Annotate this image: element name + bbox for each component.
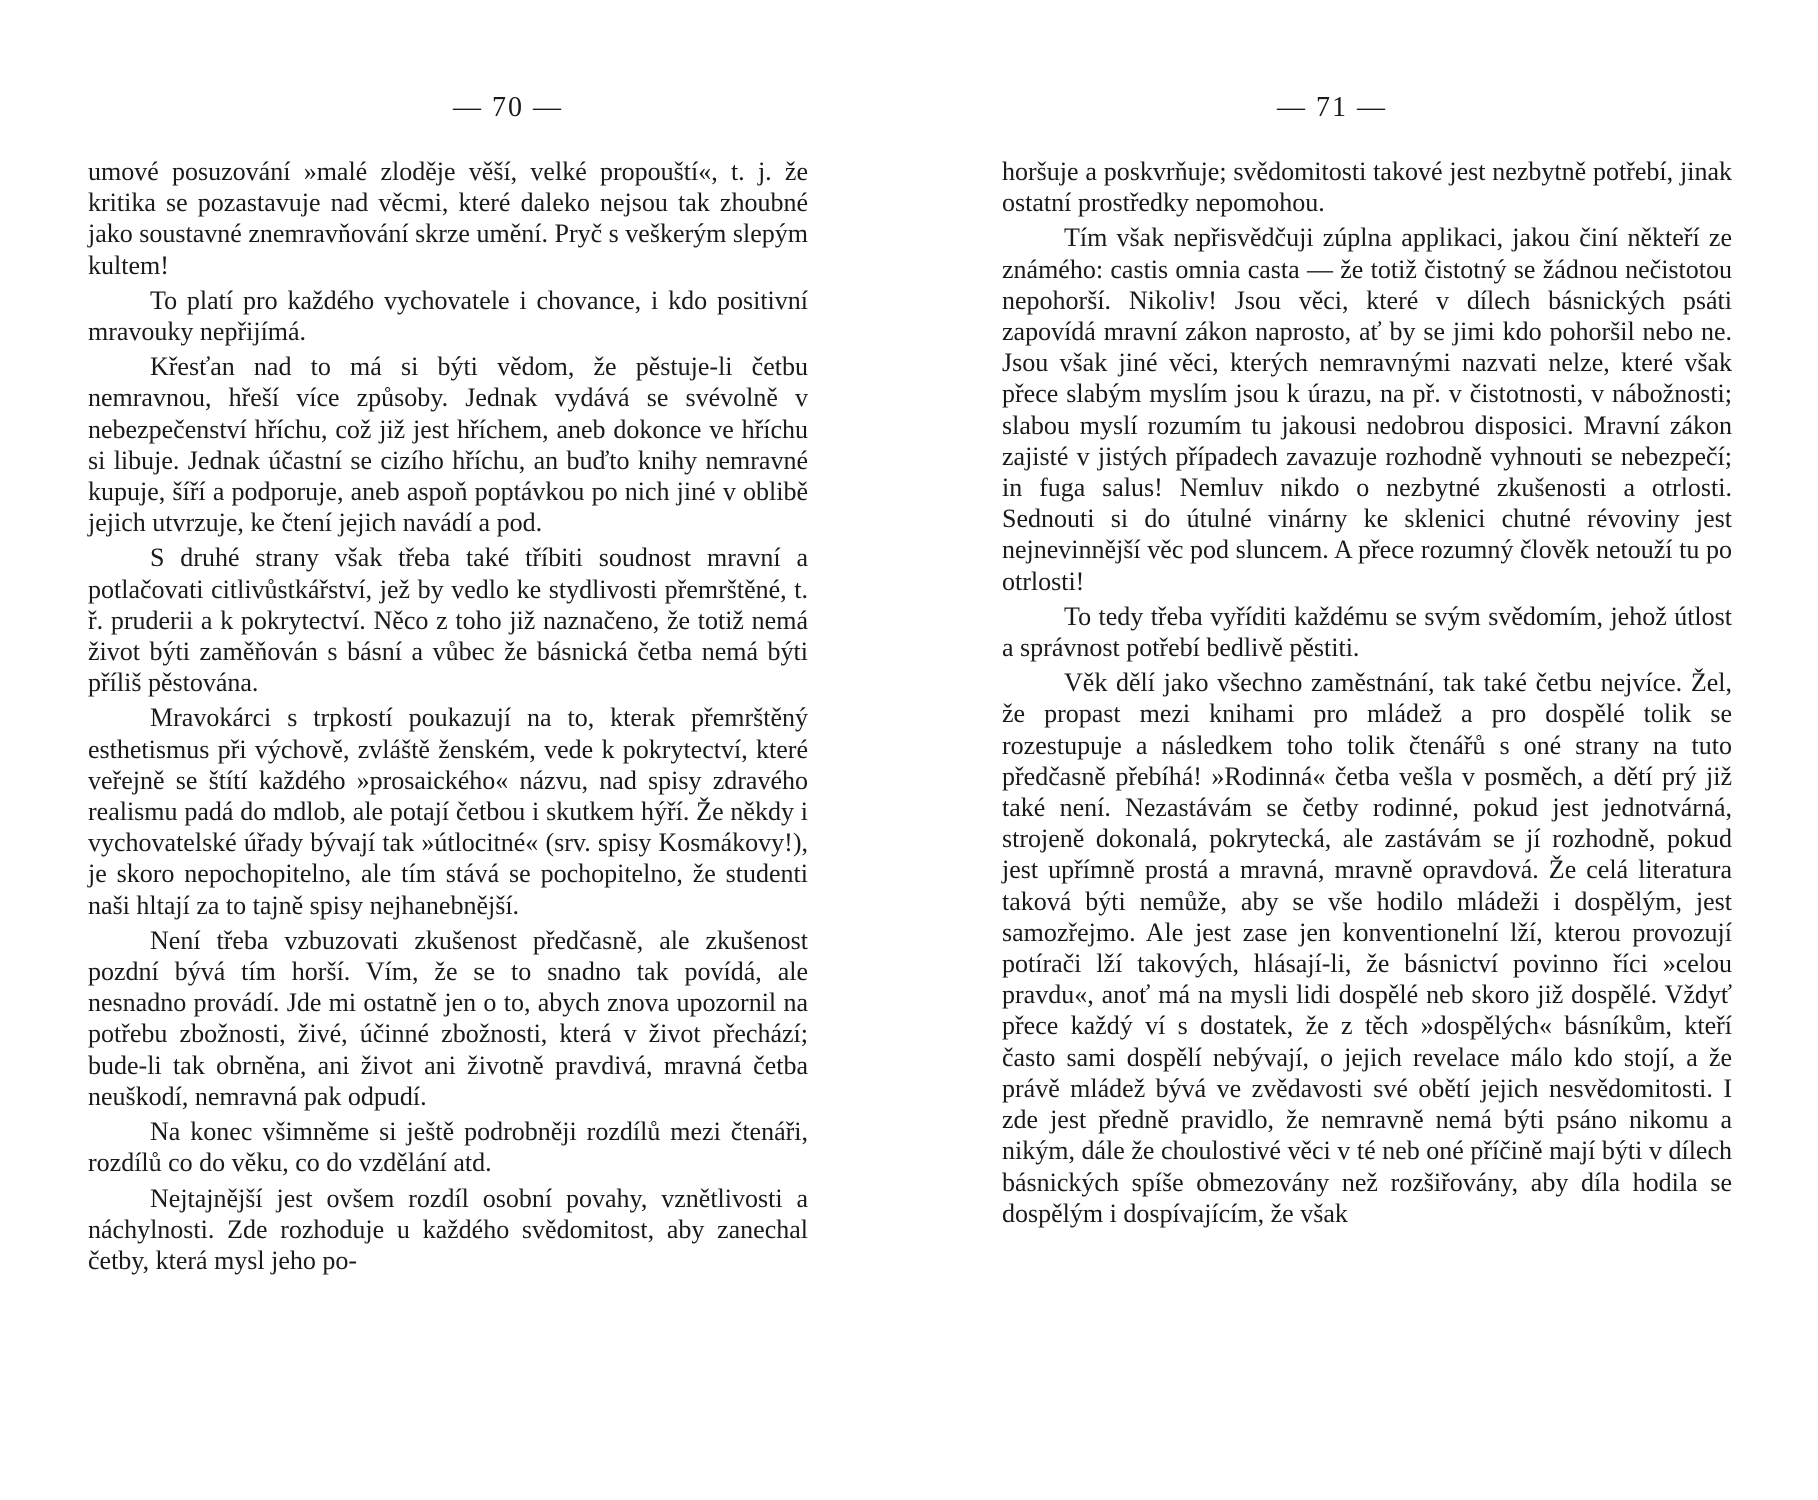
paragraph: Mravokárci s trpkostí poukazují na to, kterak přemrštěný esthetismus při výchově, zvláště ženském, vede k pokrytectví, které veřejně se štítí každého »prosaického« názvu, nad spisy zdravého realismu padá do mdlob, ale potají četbou i skutkem hýří. Že někdy i vychovatelské úřady bývají tak »útlocitné« (srv. spisy Kosmákovy!), je skoro nepochopitelno, ale tím stává se pochopitelno, že studenti naši hltají za to tajně spisy nejhanebnější.	[88, 703, 808, 920]
paragraph: Křesťan nad to má si býti vědom, že pěstuje-li četbu nemravnou, hřeší více způsoby. Jednak vydává se svévolně v nebezpečenství hříchu, což již jest hříchem, aneb dokonce ve hříchu si libuje. Jednak účastní se cizího hříchu, an buďto knihy nemravné kupuje, šíří a podporuje, aneb aspoň poptávkou po nich jiné v oblibě jejich utvrzuje, ke čtení jejich navádí a pod.	[88, 352, 808, 538]
paragraph: Nejtajnější jest ovšem rozdíl osobní povahy, vznětlivosti a náchylnosti. Zde rozhoduje u každého svědomitost, aby zanechal četby, která mysl jeho po-	[88, 1183, 808, 1275]
paragraph: S druhé strany však třeba také tříbiti soudnost mravní a potlačovati citlivůstkářství, jež by vedlo ke stydlivosti přemrštěné, t. ř. pruderii a k pokrytectví. Něco z toho již naznačeno, že totiž nemá život býti zaměňován s básní a vůbec že básnická četba nemá býti příliš pěstována.	[88, 543, 808, 698]
paragraph: Na konec všimněme si ještě podrobněji rozdílů mezi čtenáři, rozdílů co do věku, co do vzdělání atd.	[88, 1117, 808, 1178]
paragraph: Není třeba vzbuzovati zkušenost předčasně, ale zkušenost pozdní bývá tím horší. Vím, že se to snadno tak povídá, ale nesnadno provádí. Jde mi ostatně jen o to, abych znova upozornil na potřebu zbožnosti, živé, účinné zbožnosti, která v život přechází; bude-li tak obrněna, ani život ani životně pravdivá, mravná četba neuškodí, nemravná pak odpudí.	[88, 925, 808, 1111]
paragraph: Tím však nepřisvědčuji zúplna applikaci, jakou činí někteří ze známého: castis omnia casta — že totiž čistotný se žádnou nečistotou nepohorší. Nikoliv! Jsou věci, které v dílech básnických psáti zapovídá mravní zákon naprosto, ať by se jimi kdo pohoršil nebo ne. Jsou však jiné věci, kterých nemravnými nazvati nelze, které však přece slabým myslím jsou k úrazu, na př. v čistotnosti, v nábožnosti; slabou myslí rozumím tu jakousi nedobrou disposici. Mravní zákon zajisté v jistých případech zavazuje rozhodně vyhnouti se nebezpečí; in fuga salus! Nemluv nikdo o nezbytné zkušenosti a otrlosti. Sednouti si do útulné vinárny ke sklenici chutné révoviny jest nejnevinnější věc pod sluncem. A přece rozumný člověk netouží tu po otrlosti!	[1002, 223, 1732, 596]
page-number: — 71 —	[1277, 92, 1387, 123]
paragraph: umové posuzování »malé zloděje věší, velké propouští«, t. j. že kritika se pozastavuje nad věcmi, které daleko nejsou tak zhoubné jako soustavné znemravňování skrze umění. Pryč s veškerým slepým kultem!	[88, 157, 808, 280]
page-number: — 70 —	[453, 92, 563, 123]
paragraph: To tedy třeba vyříditi každému se svým svědomím, jehož útlost a správnost potřebí bedlivě pěstiti.	[1002, 601, 1732, 663]
right-page	[1002, 0, 1782, 1500]
paragraph: To platí pro každého vychovatele i chovance, i kdo positivní mravouky nepřijímá.	[88, 285, 808, 347]
page-body	[88, 156, 808, 1276]
paragraph: Věk dělí jako všechno zaměstnání, tak také četbu nejvíce. Žel, že propast mezi knihami pro mládež a pro dospělé tolik se rozestupuje a následkem toho tolik čtenářů s oné strany na tuto předčasně přebíhá! »Rodinná« četba vešla v posměch, a dětí prý již také není. Nezastávám se četby rodinné, pokud jest jednotvárná, strojeně dokonalá, pokrytecká, ale zastávám se jí rozhodně, pokud jest upřímně prostá a mravná, mravně opravdová. Že celá literatura taková býti nemůže, aby se vše hodilo mládeži i dospělým, jest samozřejmo. Ale jest zase jen konventionelní lží, kterou provozují potírači lží takových, hlásají-li, že básnictví povinno říci »celou pravdu«, anoť má na mysli lidi dospělé neb skoro již dospělé. Vždyť přece každý ví s dostatek, že z těch »dospělých« básníkům, kteří často sami dospělí nebývají, o jejich revelace málo kdo stojí, a že právě mládež bývá ve zvědavosti své obětí jejich nesvědomitosti. I zde jest předně pravidlo, že nemravně nemá býti psáno nikomu a nikým, dále že choulostivé věci v té neb oné příčině mají býti v dílech básnických spíše obmezovány než rozšiřovány, aby díla hodila se dospělým i dospívajícím, že však	[1002, 668, 1732, 1228]
left-page	[88, 0, 868, 1500]
page-body	[1002, 156, 1732, 1229]
paragraph: horšuje a poskvrňuje; svědomitosti takové jest nezbytně potřebí, jinak ostatní prostředky nepomohou.	[1002, 157, 1732, 218]
